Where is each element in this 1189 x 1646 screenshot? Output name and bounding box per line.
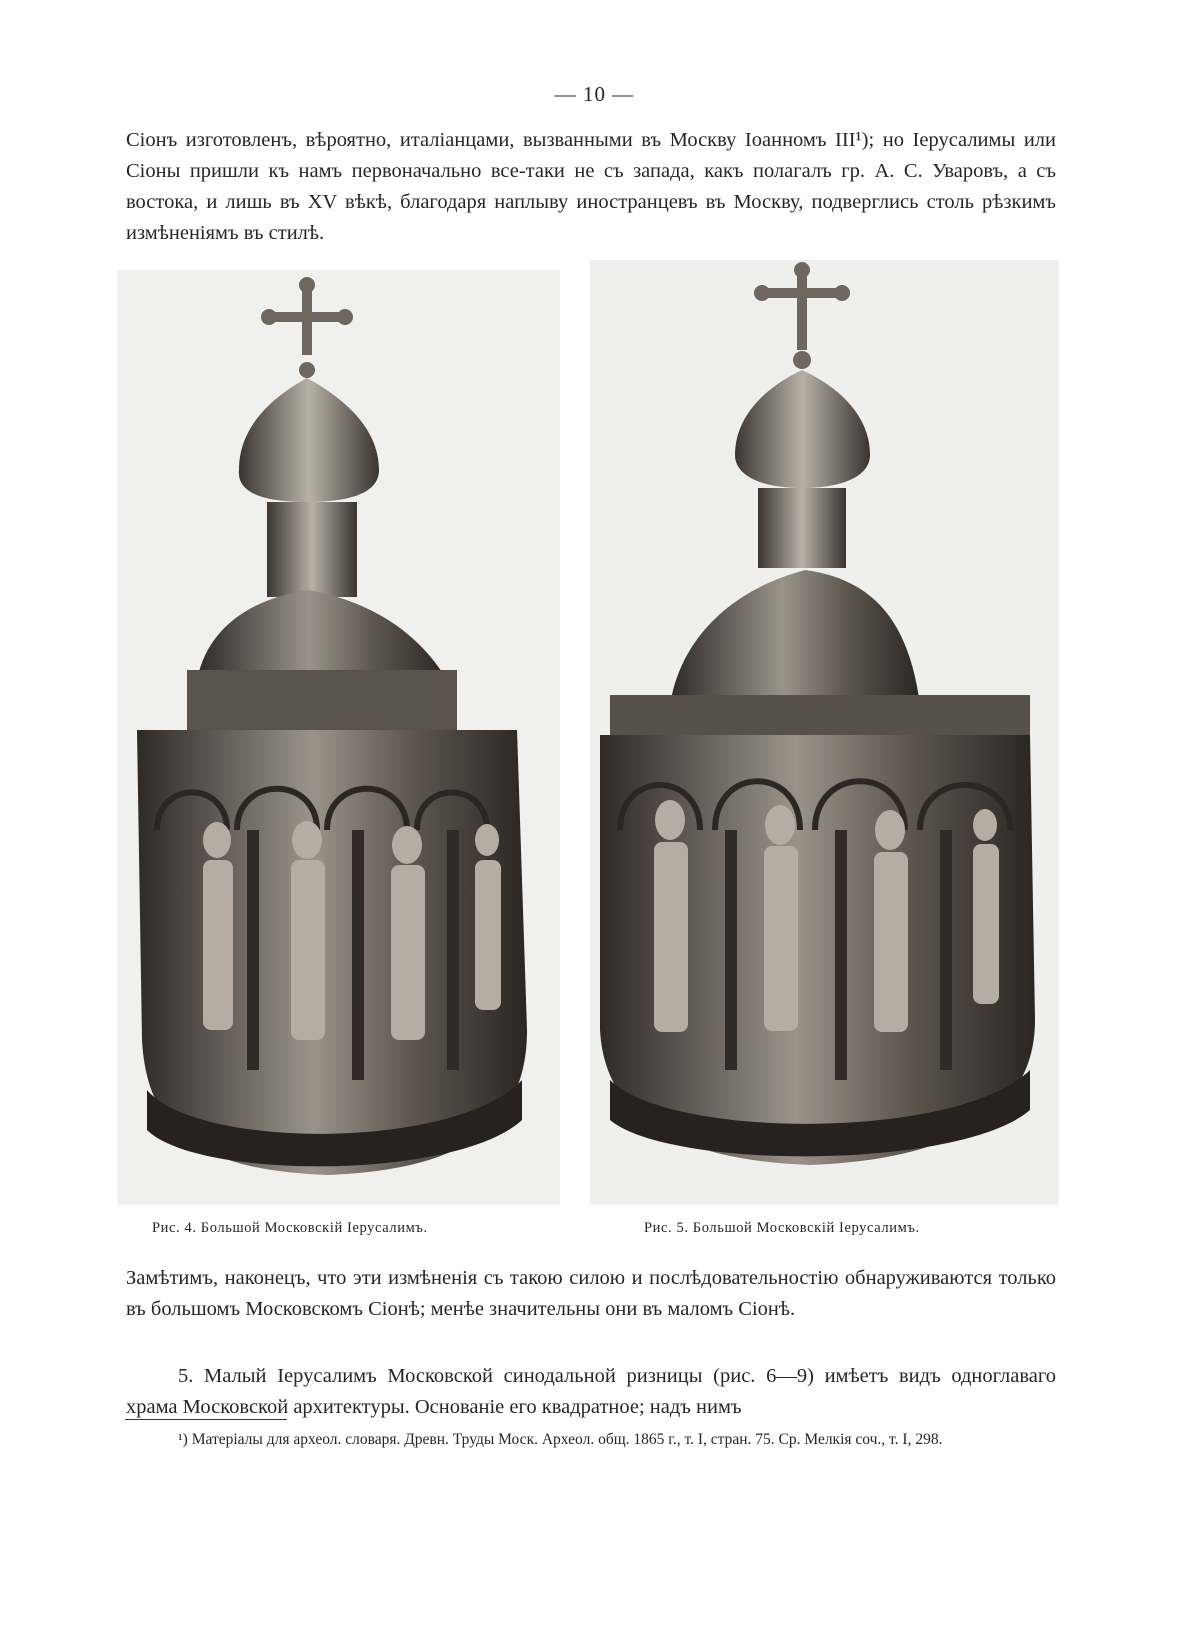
reliquary-photo-1: [117, 270, 560, 1205]
figure-5-photo: [590, 260, 1059, 1205]
footnote-divider: [125, 1419, 287, 1420]
footnote-text: Матеріалы для археол. словаря. Древн. Труды Моск. Археол. общ. 1865 г., т. I, стран. 75. Ср. Мелкія соч., т. I, 298.: [191, 1431, 943, 1448]
reliquary-photo-2: [590, 260, 1059, 1205]
paragraph-top: Сіонъ изготовленъ, вѣроятно, италіанцами, вызванными въ Москву Іоанномъ III¹); но Іерусалимы или Сіоны пришли къ намъ первоначально все-таки не съ запада, какъ полагалъ гр. А. С. Уваровъ, а съ востока, и лишь въ XV вѣкѣ, благодаря наплыву иностранцевъ въ Москву, подверглись столь рѣзкимъ измѣненіямъ въ стилѣ.: [126, 129, 1056, 244]
paragraph-bottom-2: 5. Малый Іерусалимъ Московской синодальной ризницы (рис. 6—9) имѣетъ видъ одноглаваго храма Московской архитектуры. Основаніе его квадратное; надъ нимъ: [126, 1365, 1056, 1418]
figure-4-photo: [117, 270, 560, 1205]
paragraph-bottom-1: Замѣтимъ, наконецъ, что эти измѣненія съ такою силою и послѣдовательностію обнаруживаются только въ большомъ Московскомъ Сіонѣ; менѣе значительны они въ маломъ Сіонѣ.: [126, 1267, 1056, 1320]
page-number: — 10 —: [554, 82, 635, 106]
figure-5-caption: Рис. 5. Большой Московскій Іерусалимъ.: [644, 1220, 920, 1236]
footnote: [126, 1427, 1056, 1453]
footnote-mark: ¹): [178, 1431, 188, 1448]
figure-4-caption: Рис. 4. Большой Московскій Іерусалимъ.: [152, 1220, 428, 1236]
